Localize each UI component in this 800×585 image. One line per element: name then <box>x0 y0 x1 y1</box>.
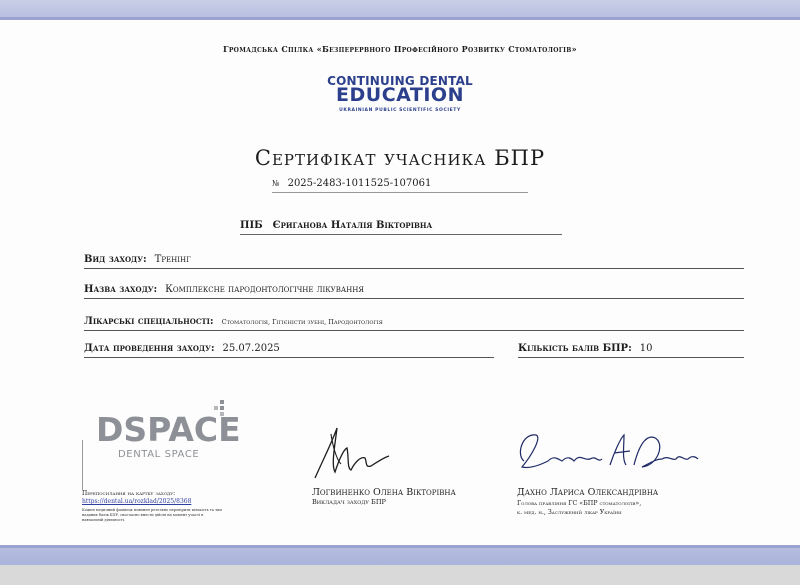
cde-logo-line1: CONTINUING DENTAL <box>327 74 473 88</box>
specialties-label: Лікарські спеціальності: <box>84 316 214 327</box>
cde-logo-line2: EDUCATION <box>336 84 464 106</box>
number-prefix: № <box>272 179 280 188</box>
participant-field <box>240 220 562 235</box>
event-link[interactable]: https://dental.ua/rozklad/2025/8368 <box>82 498 192 505</box>
cde-logo-line3: UKRAINIAN PUBLIC SCIENTIFIC SOCIETY <box>339 108 461 113</box>
certificate-title: Сертифікат учасника БПР <box>254 146 546 170</box>
event-name-label: Назва заходу: <box>84 284 158 295</box>
signatory-left-role: Викладач заходу БПР <box>312 498 386 506</box>
top-band <box>0 0 800 20</box>
event-name-field <box>84 284 744 299</box>
signatory-right-role <box>517 500 737 517</box>
event-date-value: 25.07.2025 <box>222 343 280 354</box>
specialties-field <box>84 316 744 331</box>
dspace-logo: DSPACE <box>96 410 241 449</box>
specialties-value: Стоматологія, Гігієністи зубні, Пародонтологія <box>221 318 383 326</box>
points-value: 10 <box>639 343 653 354</box>
signatory-right-name: Дахно Лариса Олександрівна <box>517 487 659 498</box>
bottom-band <box>0 545 800 565</box>
event-date-field <box>84 343 494 358</box>
signatory-left-name: Логвиненко Олена Вікторівна <box>312 487 456 498</box>
number-value: 2025-2483-1011525-107061 <box>287 178 432 189</box>
event-name-value: Комплексне пародонтологічне лікування <box>165 284 365 295</box>
divider-line <box>82 440 83 490</box>
signatory-right-role-line1: Голова правління ГС «БПР стоматологів», <box>517 500 642 507</box>
background-strip <box>0 565 800 585</box>
participant-name: Єриганова Наталія Вікторівна <box>272 220 433 231</box>
points-label: Кількість балів БПР: <box>518 343 632 354</box>
event-type-value: Тренінг <box>154 254 191 265</box>
signature-dakhno <box>510 425 700 485</box>
signatory-right-role-line2: к. мед. н., Заслужений лікар України <box>517 508 622 516</box>
dspace-subtitle: DENTAL SPACE <box>118 449 200 460</box>
event-link-label: Перепосилання на картку заходу: <box>82 490 176 497</box>
certificate-number <box>272 178 528 193</box>
points-field <box>518 343 744 358</box>
event-type-label: Вид заходу: <box>84 254 147 265</box>
organization-name: Громадська Спілка «Безперервного Професійного Розвитку Стоматологів» <box>223 44 577 54</box>
signature-logvynenko <box>305 420 395 490</box>
event-date-label: Дата проведення заходу: <box>84 343 215 354</box>
event-type-field <box>84 254 744 269</box>
participant-label: ПІБ <box>240 220 263 231</box>
fine-print: Кожен медичний фахівець повинен ретельно перевірити кількість та тип наданих балів БПР, своєчасно внести дійсні на момент участі в навчальній діяльності. <box>82 508 222 522</box>
